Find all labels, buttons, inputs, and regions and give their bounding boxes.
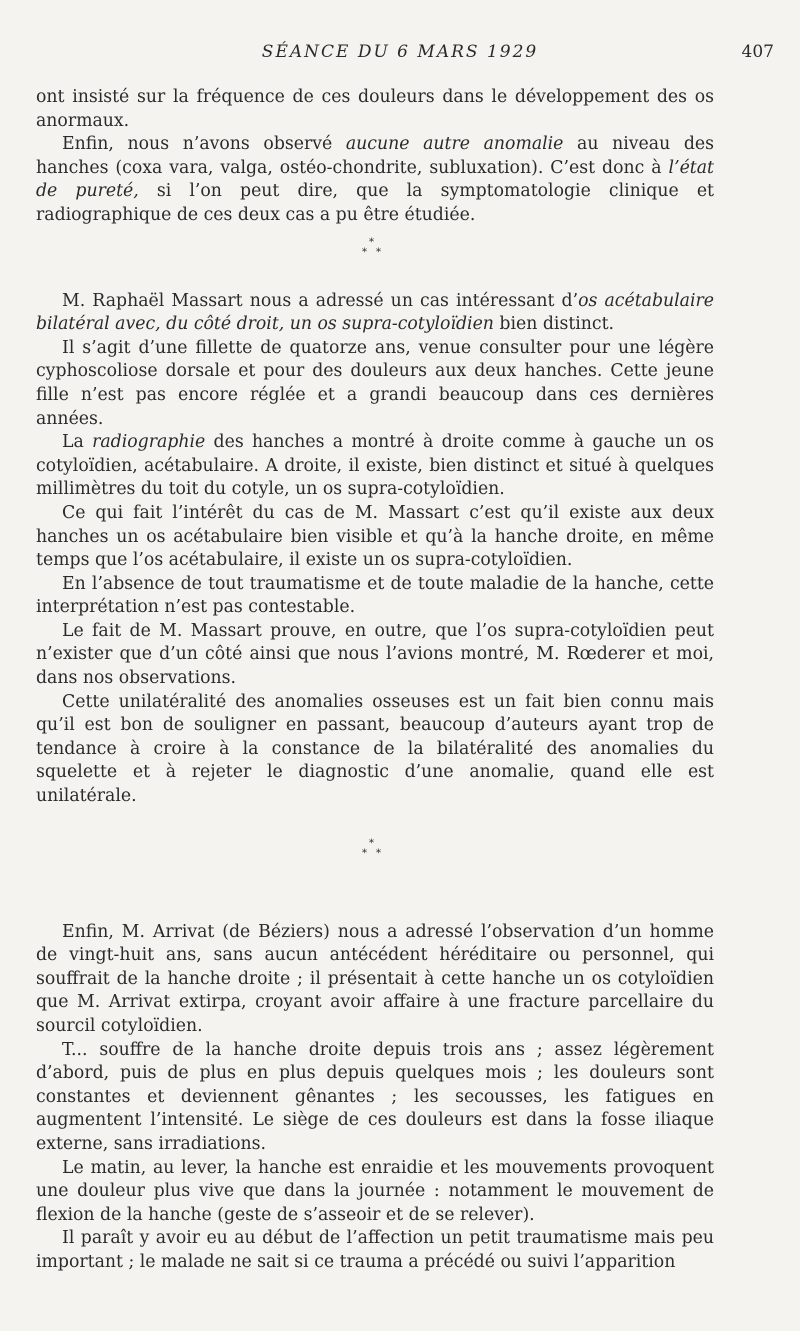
text-run: Le fait de M. Massart prouve, en outre, que l’os supra-cotyloïdien peut n’exister que d’un côté ainsi que nous l’avions montré, M. Rœderer et moi, dans nos observations. xyxy=(36,620,714,689)
text-run: M. Raphaël Massart nous a adressé un cas intéressant d’ xyxy=(62,290,579,311)
text-run: Enfin, nous n’avons observé xyxy=(62,134,346,155)
text-run: des hanches a montré à droite comme à gauche un os cotyloïdien, acétabulaire. A droite, il existe, bien distinct et situé à quelques millimètres du toit du cotyle, un os supra-cotyloïdien. xyxy=(36,432,714,500)
text-run: Cette unilatéralité des anomalies osseuses est un fait bien connu mais qu’il est bon de souligner en passant, beaucoup d’auteurs ayant trop de tendance à croire à la constance de la bilatéralité des anomalies du squelette et à rejeter le diagnostic d’une anomalie, quand elle est unilatérale. xyxy=(36,691,714,807)
page-number: 407 xyxy=(741,42,774,62)
paragraph xyxy=(36,921,714,1039)
paragraph xyxy=(36,86,714,133)
asterisk-icon: * xyxy=(376,246,381,258)
asterisk-icon: * xyxy=(369,837,374,849)
italic-text: radiographie xyxy=(92,432,206,453)
asterisk-icon: * xyxy=(362,246,367,258)
paragraph xyxy=(36,1039,714,1157)
paragraph xyxy=(36,1157,714,1228)
running-header xyxy=(0,42,800,68)
text-run: si l’on peut dire, que la symptomatologie clinique et radiographique de ces deux cas a pu être étudiée. xyxy=(36,181,714,225)
paragraph xyxy=(36,691,714,809)
paragraph xyxy=(36,337,714,431)
paragraph xyxy=(36,290,714,337)
running-title: SÉANCE DU 6 MARS 1929 xyxy=(261,42,539,62)
text-run: bien distinct. xyxy=(493,314,615,335)
text-run: T... souffre de la hanche droite depuis trois ans ; assez légèrement d’abord, puis de plus en plus depuis quelques mois ; les douleurs sont constantes et deviennent gênantes ; les secousses, les fatigues en augmentent l’intensité. Le siège de ces douleurs est dans la fosse iliaque externe, sans irradiations. xyxy=(36,1039,714,1154)
paragraph xyxy=(36,573,714,620)
section-separator-asterism xyxy=(36,835,714,883)
paragraph xyxy=(36,1227,714,1274)
text-run: La xyxy=(62,432,93,453)
text-run: Ce qui fait l’intérêt du cas de M. Massart c’est qu’il existe aux deux hanches un os acétabulaire bien visible et qu’à la hanche droite, en même temps que l’os acétabulaire, il existe un os supra-cotyloïdien. xyxy=(36,502,714,571)
paragraph xyxy=(36,502,714,573)
italic-text: l’état de pureté, xyxy=(36,157,714,202)
body-text xyxy=(36,86,714,1275)
text-run: Le matin, au lever, la hanche est enraidie et les mouvements provoquent une douleur plus vive que dans la journée : notamment le mouvement de flexion de la hanche (geste de s’asseoir et de se relever). xyxy=(36,1157,714,1225)
text-run: Enfin, M. Arrivat (de Béziers) nous a adressé l’observation d’un homme de vingt-huit ans, sans aucun antécédent héréditaire ou personnel, qui souffrait de la hanche droite ; il présentait à cette hanche un os cotyloïdien que M. Arrivat extirpa, croyant avoir affaire à une fracture parcellaire du sourcil cotyloïdien. xyxy=(36,921,714,1036)
asterisk-icon: * xyxy=(376,847,381,859)
asterisk-icon: * xyxy=(369,236,374,248)
asterisk-icon: * xyxy=(362,847,367,859)
section-separator-asterism xyxy=(36,234,714,282)
text-run: Il s’agit d’une fillette de quatorze ans, venue consulter pour une légère cyphoscoliose dorsale et pour des douleurs aux deux hanches. Cette jeune fille n’est pas encore réglée et a grandi beaucoup dans ces dernières années. xyxy=(36,337,714,429)
text-run: Il paraît y avoir eu au début de l’affection un petit traumatisme mais peu important ; le malade ne sait si ce trauma a précédé ou suivi l’apparition xyxy=(36,1228,714,1272)
italic-text: os acétabulaire bilatéral avec, du côté droit, un os supra-cotyloïdien xyxy=(36,290,714,335)
text-run: ont insisté sur la fréquence de ces douleurs dans le développement des os anormaux. xyxy=(36,87,714,131)
text-run: En l’absence de tout traumatisme et de toute maladie de la hanche, cette interprétation n’est pas contestable. xyxy=(36,573,714,618)
paragraph xyxy=(36,620,714,691)
text-run: au niveau des hanches (coxa vara, valga, ostéo-chondrite, subluxation). C’est donc à xyxy=(36,134,714,178)
paragraph xyxy=(36,133,714,227)
paragraph xyxy=(36,431,714,502)
italic-text: aucune autre anomalie xyxy=(345,134,564,155)
